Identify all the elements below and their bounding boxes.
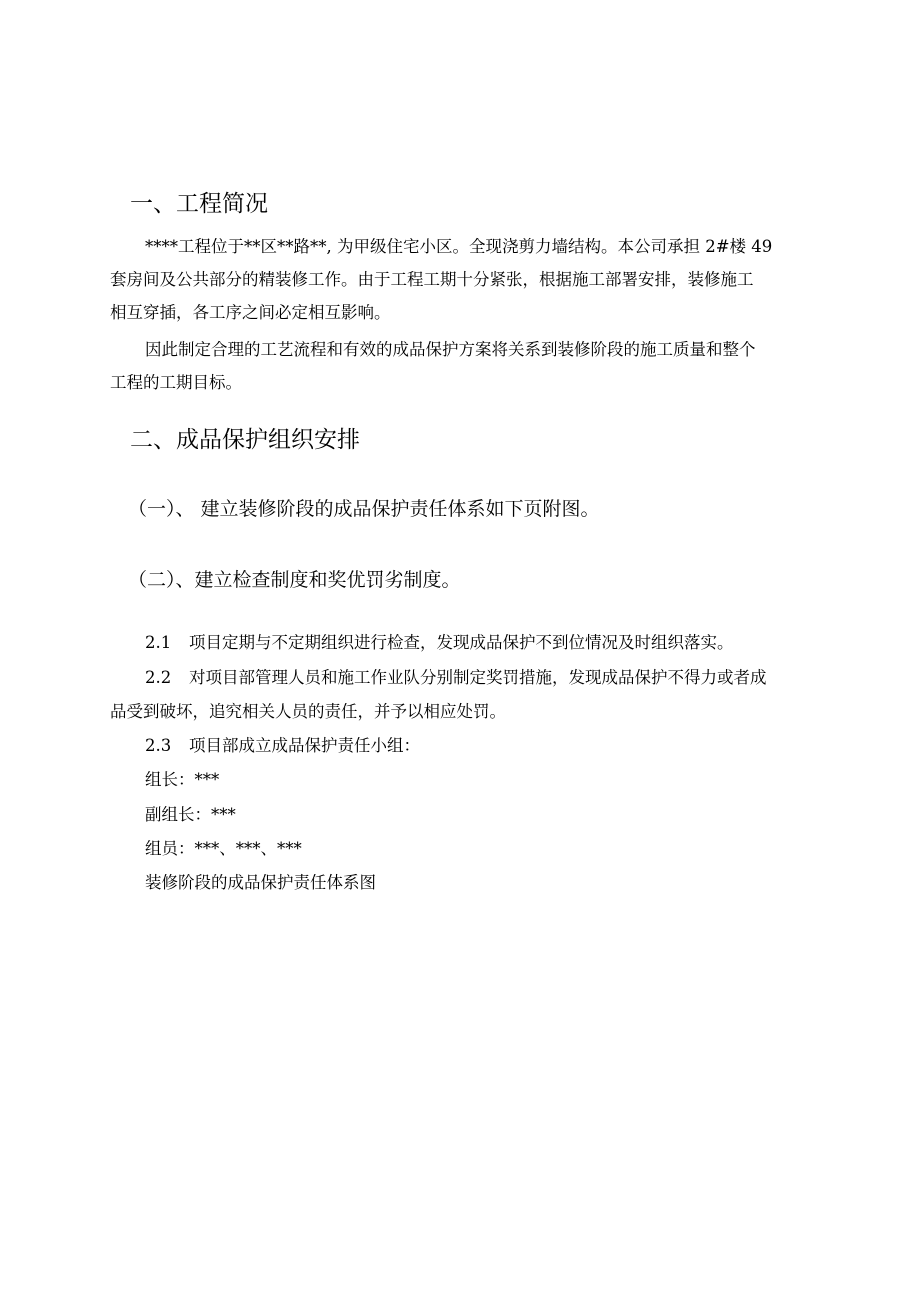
chart-caption: 装修阶段的成品保护责任体系图 [145,873,376,892]
paragraph-2-line-2: 工程的工期目标。 [110,373,242,392]
item-text: 对项目部管理人员和施工作业队分别制定奖罚措施，发现成品保护不得力或者成 [189,668,767,687]
paragraph-1-line-3: 相互穿插，各工序之间必定相互影响。 [110,303,391,322]
subsection-1-heading: （一）、 建立装修阶段的成品保护责任体系如下页附图。 [128,498,600,520]
item-2-1 [145,632,734,654]
subsection-2-heading: （二）、建立检查制度和奖优罚劣制度。 [128,569,461,591]
item-2-3 [145,735,420,757]
item-2-2-continuation: 品受到破坏，追究相关人员的责任，并予以相应处罚。 [110,702,506,721]
paragraph-1-line-1: ****工程位于**区**路**, 为甲级住宅小区。全现浇剪力墙结构。本公司承担 2#楼 49 [145,237,773,256]
section-2-heading: 二、成品保护组织安排 [130,427,360,453]
deputy-leader: 副组长：*** [145,805,236,824]
item-number: 2.2 [145,668,172,687]
item-2-2 [145,667,767,689]
item-text: 项目部成立成品保护责任小组： [189,736,420,755]
paragraph-1-line-2: 套房间及公共部分的精装修工作。由于工程工期十分紧张，根据施工部署安排，装修施工 [110,270,754,289]
item-text: 项目定期与不定期组织进行检查，发现成品保护不到位情况及时组织落实。 [189,633,734,652]
group-members: 组员：***、***、*** [145,839,302,858]
paragraph-2-line-1: 因此制定合理的工艺流程和有效的成品保护方案将关系到装修阶段的施工质量和整个 [145,340,756,359]
item-number: 2.3 [145,736,172,755]
section-1-heading: 一、工程简况 [130,191,268,217]
group-leader: 组长：*** [145,770,220,789]
item-number: 2.1 [145,633,172,652]
